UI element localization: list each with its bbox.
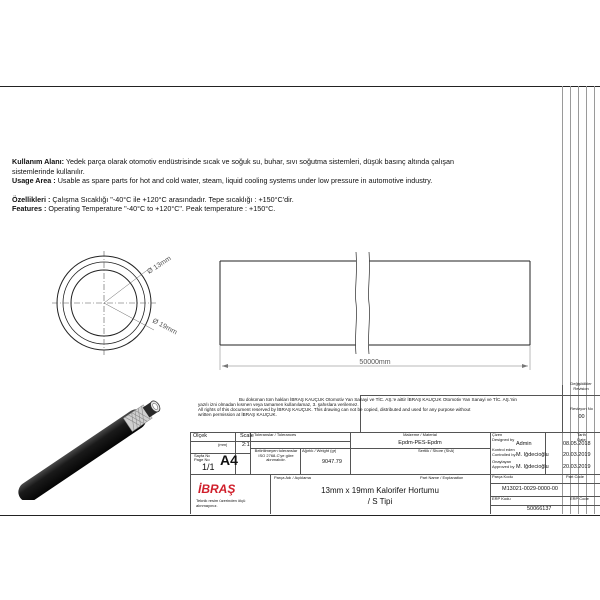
part-name-line2: / S Tipi [367,497,393,506]
weight-label: Ağırlık / Weight (gr) [302,449,337,453]
tolerance-text3: alınmalıdır. [266,457,286,463]
date-label-tr: Tarih [577,433,586,437]
erp-label-tr: ERP Kodu [492,497,511,501]
part-name-label-tr: Parça Adı / Açıklama [274,476,311,480]
tb-line [300,448,301,474]
usage-tr-line2: sistemlerinde kullanılır. [12,166,85,176]
part-code-label-tr: Parça Kodu [492,475,513,479]
features-tr-text: Çalışma Sıcaklığı "-40°C ile +120°C arasındadır. Tepe sıcaklığı : +150°C'dir. [52,194,294,204]
footer-note1: Teknik resim üzerinden ölçü [196,499,246,503]
olcek-label: Ölçek [193,433,208,439]
tolerance-note [254,449,298,463]
company-logo-text: İBRAŞ [198,482,236,496]
break-line-left [355,252,356,354]
tb-line [190,432,191,514]
side-view [220,252,530,370]
usage-en-label: Usage Area : [12,176,56,186]
part-name [272,485,488,507]
sayfa-no-label: Sayfa No [194,454,211,458]
tolerance-text2: ISO 2768-C'ye göre [258,452,294,458]
tb-line [270,474,271,514]
cross-section-view [52,251,156,355]
tb-line [490,483,600,484]
erp-label-en: ERP Code [570,497,589,501]
checked-label-en: Controlled by [492,451,516,457]
features-en-label: Features : [12,204,47,214]
copyright-tr: Bu doküman tüm hakları İBRAŞ KAUÇUK Otomotiv Yan Sanayi ve TİC. AŞ.'e aittir İBRAŞ KAUÇUK Otomotiv Yan Sanayi ve TİC. AŞ.'nin [238,397,517,402]
copyright-en: All rights of this document reserved by İBRAŞ KAUÇUK. This drawing can not be copied, distributed and used for any purpose without [198,407,471,412]
part-name-line1: 13mm x 19mm Kalorifer Hortumu [321,486,439,495]
weight-value: 9047.79 [322,459,342,465]
scale-label: Scale [240,433,254,439]
approved-label-en: Approved by [492,463,515,469]
tolerances-label: Toleranslar / Tolerances [254,433,297,437]
paper-size: A4 [220,452,238,468]
rev-no-label: Revizyon No [570,407,593,411]
company-logo [198,482,235,496]
drawn-date: 08.05.2018 [563,441,591,447]
usage-tr-line1: Yedek parça olarak otomotiv endüstrisinde sıcak ve soğuk su, buhar, sıvı soğutma sistemleri, düşük basınç altında çalışan [65,157,454,166]
drawn-label-en: Designed by [492,436,515,442]
notes-block [12,157,454,214]
copyright-tr2: yazılı izni olmadan kısmen veya tamamen kullanılamaz, 3. şahıslara verilemez. [198,402,359,407]
technical-drawing [0,230,560,380]
tb-line [350,432,351,474]
scale-value: 2:1 [242,442,250,448]
usage-en-text: Usable as spare parts for hot and cold water, steam, liquid cooling systems under low pressure in automotive industry. [57,176,433,186]
outer-diameter-label: Ø 19mm [151,317,179,337]
approved-by: M. İğdecioğlu [516,464,549,470]
tb-line [360,395,600,396]
leader-outer [104,303,154,330]
tb-line [190,474,600,475]
part-code-value: M13021-0029-0000-00 [502,486,558,492]
rev-no-cell [563,407,600,420]
drawn-label-tr: Çizen [492,433,503,437]
erp-value: 50066137 [527,506,552,512]
material-value: Epdm-PES-Epdm [398,440,442,446]
tolerance-text1: Belirtilmeyen toleranslar [254,449,298,453]
checked-date: 20.03.2019 [563,452,591,458]
leader-inner [104,268,150,303]
hardness-label: Sertlik / Shore (ShA) [418,449,455,453]
drawn-by: Admin [516,441,532,447]
tb-line [490,432,491,514]
features-en-text: Operating Temperature "-40°C to +120°C". Peak temperature : +150°C. [48,204,276,214]
material-label: Malzeme / Material [403,433,437,437]
length-label: 50000mm [359,359,391,366]
break-line-right [368,252,369,354]
usage-tr-label: Kullanım Alanı: [12,157,65,166]
copyright-en2: written permission at İBRAŞ KAUÇUK. [198,412,277,417]
tb-line [190,441,350,442]
footer-note2: alınmayınız. [196,502,218,508]
approved-label-tr: Onaylayan [492,460,512,464]
hose-illustration [10,385,185,500]
date-label-en: Date [577,436,586,442]
mm-label: (mm) [218,443,228,447]
part-name-label-en: Part Name / Explanation [420,476,464,480]
rev-no-value: 00 [578,413,585,420]
revision-header [562,382,600,391]
inner-diameter-label: Ø 13mm [146,255,173,276]
measure-warning [196,499,268,508]
page-no-label: Page No [194,458,210,462]
revision-label-tr: Değişiklikler [570,382,592,386]
features-tr-label: Özellikleri : [12,194,51,204]
part-code-label-en: Part Code [566,475,585,479]
page-value: 1/1 [202,462,215,472]
title-block [190,382,600,514]
checked-label-tr: Kontrol eden [492,448,515,452]
revision-label-en: Revision [573,385,589,391]
checked-by: M. İğdecioğlu [516,452,549,458]
copyright-notice [198,397,558,417]
approved-date: 20.03.2019 [563,464,591,470]
